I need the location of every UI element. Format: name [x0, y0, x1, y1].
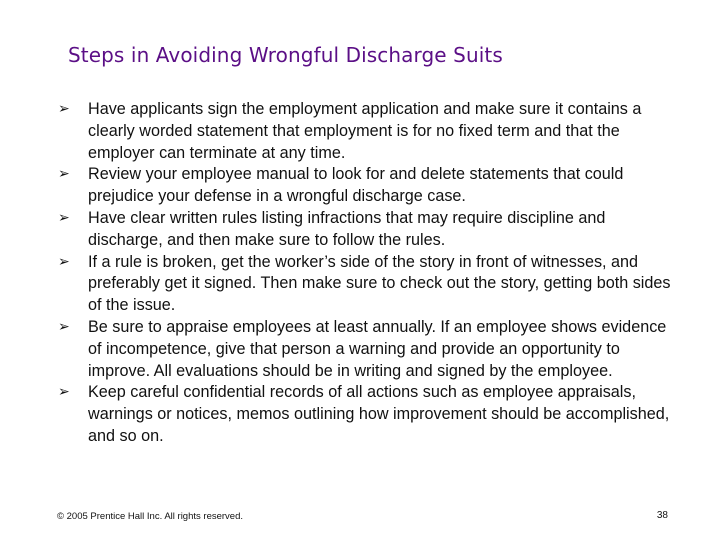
arrowhead-bullet-icon: ➢ [58, 166, 70, 183]
bullet-item [58, 208, 678, 252]
bullet-text: Review your employee manual to look for and delete statements that could prejudice your defense in a wrongful discharge case. [88, 165, 624, 206]
copyright-footer: © 2005 Prentice Hall Inc. All rights reserved. [57, 511, 244, 522]
arrowhead-bullet-icon: ➢ [58, 318, 70, 335]
bullet-item [58, 317, 678, 382]
bullet-text: Be sure to appraise employees at least annually. If an employee shows evidence of incompetence, give that person a warning and provide an opportunity to improve. All evaluations should be in writing and signed by the employee. [88, 317, 667, 380]
bullet-text: Have clear written rules listing infractions that may require discipline and discharge, and then make sure to follow the rules. [88, 208, 606, 249]
bullet-item [58, 252, 678, 317]
arrowhead-bullet-icon: ➢ [58, 253, 70, 270]
bullet-text: If a rule is broken, get the worker’s side of the story in front of witnesses, and preferably get it signed. Then make sure to check out the story, getting both sides of the issue. [88, 252, 671, 315]
bullet-text: Keep careful confidential records of all actions such as employee appraisals, warnings or notices, memos outlining how improvement should be accomplished, and so on. [88, 383, 670, 445]
bullet-item [58, 99, 678, 164]
bullet-item [58, 164, 678, 208]
bullet-text: Have applicants sign the employment application and make sure it contains a clearly worded statement that employment is for no fixed term and that the employer can terminate at any time. [88, 100, 642, 162]
bullet-list [58, 99, 678, 448]
arrowhead-bullet-icon: ➢ [58, 209, 70, 226]
slide-title: Steps in Avoiding Wrongful Discharge Suits [68, 43, 503, 67]
arrowhead-bullet-icon: ➢ [58, 101, 70, 117]
arrowhead-bullet-icon: ➢ [58, 384, 70, 401]
page-number: 38 [656, 510, 668, 521]
bullet-item [58, 382, 678, 447]
